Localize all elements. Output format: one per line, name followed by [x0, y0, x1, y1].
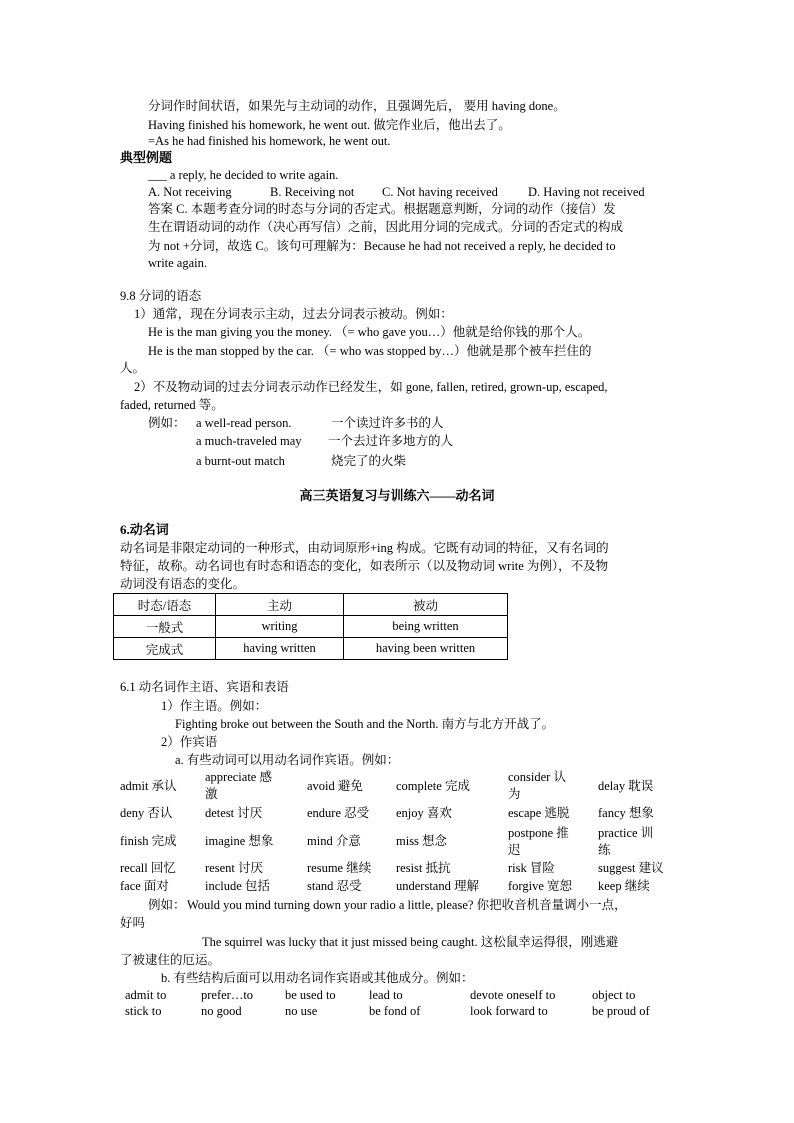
- table-cell: 完成式: [114, 638, 216, 660]
- answer-line-3: 为 not +分词，故选 C。该句可理解为：Because he had not received a reply, he decided to: [148, 239, 616, 253]
- section-9-8-examples-label: 例如：: [148, 416, 186, 430]
- structure-cell: no good: [201, 1004, 242, 1018]
- verb-cell: escape 逃脱: [508, 806, 570, 820]
- verb-cell: delay 耽误: [598, 779, 654, 793]
- verb-cell: postpone 推: [508, 826, 569, 840]
- section-9-8-point-2: 2）不及物动词的过去分词表示动作已经发生，如 gone, fallen, retired, grown-up, escaped,: [134, 380, 608, 394]
- verb-cell: stand 忍受: [307, 879, 362, 893]
- table-header-cell: 被动: [344, 594, 508, 616]
- verb-cell: keep 继续: [598, 879, 650, 893]
- verb-cell: enjoy 喜欢: [396, 806, 452, 820]
- verb-cell: suggest 建议: [598, 861, 664, 875]
- verb-cell: risk 冒险: [508, 861, 555, 875]
- example-phrase-en: a well-read person.: [196, 416, 292, 430]
- structure-cell: object to: [592, 988, 636, 1002]
- structure-cell: lead to: [369, 988, 403, 1002]
- verb-cell-cont: 为: [508, 787, 521, 801]
- section-6-1-example-1: Would you mind turning down your radio a little, please? 你把收音机音量调小一点，: [187, 898, 627, 912]
- verb-cell: detest 讨厌: [205, 806, 263, 820]
- section-9-8-point-1: 1）通常，现在分词表示主动，过去分词表示被动。例如：: [134, 307, 453, 321]
- verb-cell-cont: 迟: [508, 843, 521, 857]
- verb-cell: fancy 想象: [598, 806, 654, 820]
- section-6-1-sub-2b: b. 有些结构后面可以用动名词作宾语或其他成分。例如：: [161, 971, 474, 985]
- verb-cell: consider 认: [508, 770, 566, 784]
- section-9-8-heading: 9.8 分词的语态: [120, 289, 202, 303]
- gerund-tense-table: [113, 593, 508, 660]
- page-title: 高三英语复习与训练六——动名词: [299, 488, 495, 503]
- option-b: B. Receiving not: [270, 185, 355, 199]
- structure-cell: stick to: [125, 1004, 162, 1018]
- verb-cell: finish 完成: [120, 834, 177, 848]
- section-9-8-example-2-cont: 人。: [120, 361, 146, 375]
- example-phrase-zh: 一个读过许多书的人: [331, 416, 444, 430]
- answer-line-1: 答案 C. 本题考查分词的时态与分词的否定式。根据题意判断，分词的动作（接信）发: [148, 202, 616, 216]
- verb-cell: deny 否认: [120, 806, 173, 820]
- section-6-intro-1: 动名词是非限定动词的一种形式，由动词原形+ing 构成。它既有动词的特征，又有名词的: [120, 541, 609, 555]
- section-6-1-sub-1: 1）作主语。例如：: [161, 699, 268, 713]
- verb-cell: appreciate 感: [205, 770, 272, 784]
- verb-cell: resist 抵抗: [396, 861, 451, 875]
- section-6-1-example-label: 例如：: [148, 898, 186, 912]
- example-phrase-zh: 烧完了的火柴: [331, 454, 407, 468]
- table-cell: 一般式: [114, 616, 216, 638]
- verb-cell: recall 回忆: [120, 861, 176, 875]
- table-row: [114, 616, 508, 638]
- table-header-cell: 主动: [216, 594, 344, 616]
- table-cell: being written: [344, 616, 508, 638]
- table-header-row: [114, 594, 508, 616]
- section-9-8-example-2: He is the man stopped by the car. （= who was stopped by…）他就是那个被车拦住的: [148, 344, 592, 358]
- participle-line-2: Having finished his homework, he went out. 做完作业后，他出去了。: [148, 118, 511, 132]
- section-6-1-sub-2a: a. 有些动词可以用动名词作宾语。例如：: [175, 753, 400, 767]
- example-phrase-en: a much-traveled may: [196, 434, 302, 448]
- option-c: C. Not having received: [382, 185, 498, 199]
- section-6-intro-2: 特征，故称。动名词也有时态和语态的变化，如表所示（以及物动词 write 为例），不及物: [120, 559, 609, 573]
- participle-line-3: =As he had finished his homework, he went out.: [148, 134, 391, 148]
- section-6-1-heading: 6.1 动名词作主语、宾语和表语: [120, 680, 289, 694]
- example-phrase-en: a burnt-out match: [196, 454, 285, 468]
- section-9-8-example-1: He is the man giving you the money. （= who gave you…）他就是给你钱的那个人。: [148, 325, 591, 339]
- structure-cell: prefer…to: [201, 988, 254, 1002]
- verb-cell: practice 训: [598, 826, 654, 840]
- section-6-1-sub-1-example: Fighting broke out between the South and the North. 南方与北方开战了。: [175, 717, 555, 731]
- verb-cell: imagine 想象: [205, 834, 274, 848]
- structure-cell: no use: [285, 1004, 318, 1018]
- verb-cell: complete 完成: [396, 779, 470, 793]
- table-header-cell: 时态/语态: [114, 594, 216, 616]
- option-d: D. Having not received: [528, 185, 645, 199]
- structure-cell: look forward to: [470, 1004, 548, 1018]
- verb-cell: resent 讨厌: [205, 861, 263, 875]
- section-6-heading: 6.动名词: [120, 522, 169, 537]
- structure-cell: be used to: [285, 988, 336, 1002]
- example-phrase-zh: 一个去过许多地方的人: [328, 434, 454, 448]
- verb-cell: include 包括: [205, 879, 270, 893]
- participle-line-1: 分词作时间状语，如果先与主动词的动作，且强调先后， 要用 having done。: [148, 99, 566, 113]
- structure-cell: admit to: [125, 988, 167, 1002]
- verb-cell-cont: 练: [598, 843, 611, 857]
- option-a: A. Not receiving: [148, 185, 232, 199]
- section-6-intro-3: 动词没有语态的变化。: [120, 577, 246, 591]
- question: ___ a reply, he decided to write again.: [148, 168, 339, 182]
- verb-cell-cont: 激: [205, 787, 218, 801]
- section-6-1-example-2: The squirrel was lucky that it just missed being caught. 这松鼠幸运得很，刚逃避: [202, 935, 619, 949]
- verb-cell: endure 忍受: [307, 806, 370, 820]
- verb-cell: understand 理解: [396, 879, 479, 893]
- verb-cell: miss 想念: [396, 834, 448, 848]
- section-9-8-point-2-cont: faded, returned 等。: [120, 398, 224, 412]
- section-6-1-sub-2: 2）作宾语: [161, 735, 218, 749]
- example-heading: 典型例题: [120, 150, 173, 165]
- table-cell: writing: [216, 616, 344, 638]
- structure-cell: be fond of: [369, 1004, 421, 1018]
- verb-cell: admit 承认: [120, 779, 177, 793]
- answer-line-4: write again.: [148, 256, 208, 270]
- verb-cell: resume 继续: [307, 861, 372, 875]
- table-cell: having been written: [344, 638, 508, 660]
- answer-line-2: 生在谓语动词的动作（决心再写信）之前，因此用分词的完成式。分词的否定式的构成: [148, 220, 624, 234]
- section-6-1-example-1-cont: 好吗: [120, 916, 146, 930]
- verb-cell: forgive 宽恕: [508, 879, 572, 893]
- verb-cell: mind 介意: [307, 834, 361, 848]
- verb-cell: face 面对: [120, 879, 169, 893]
- table-cell: having written: [216, 638, 344, 660]
- table-row: [114, 638, 508, 660]
- structure-cell: devote oneself to: [470, 988, 556, 1002]
- section-6-1-example-2-cont: 了被逮住的厄运。: [120, 953, 221, 967]
- verb-cell: avoid 避免: [307, 779, 363, 793]
- structure-cell: be proud of: [592, 1004, 650, 1018]
